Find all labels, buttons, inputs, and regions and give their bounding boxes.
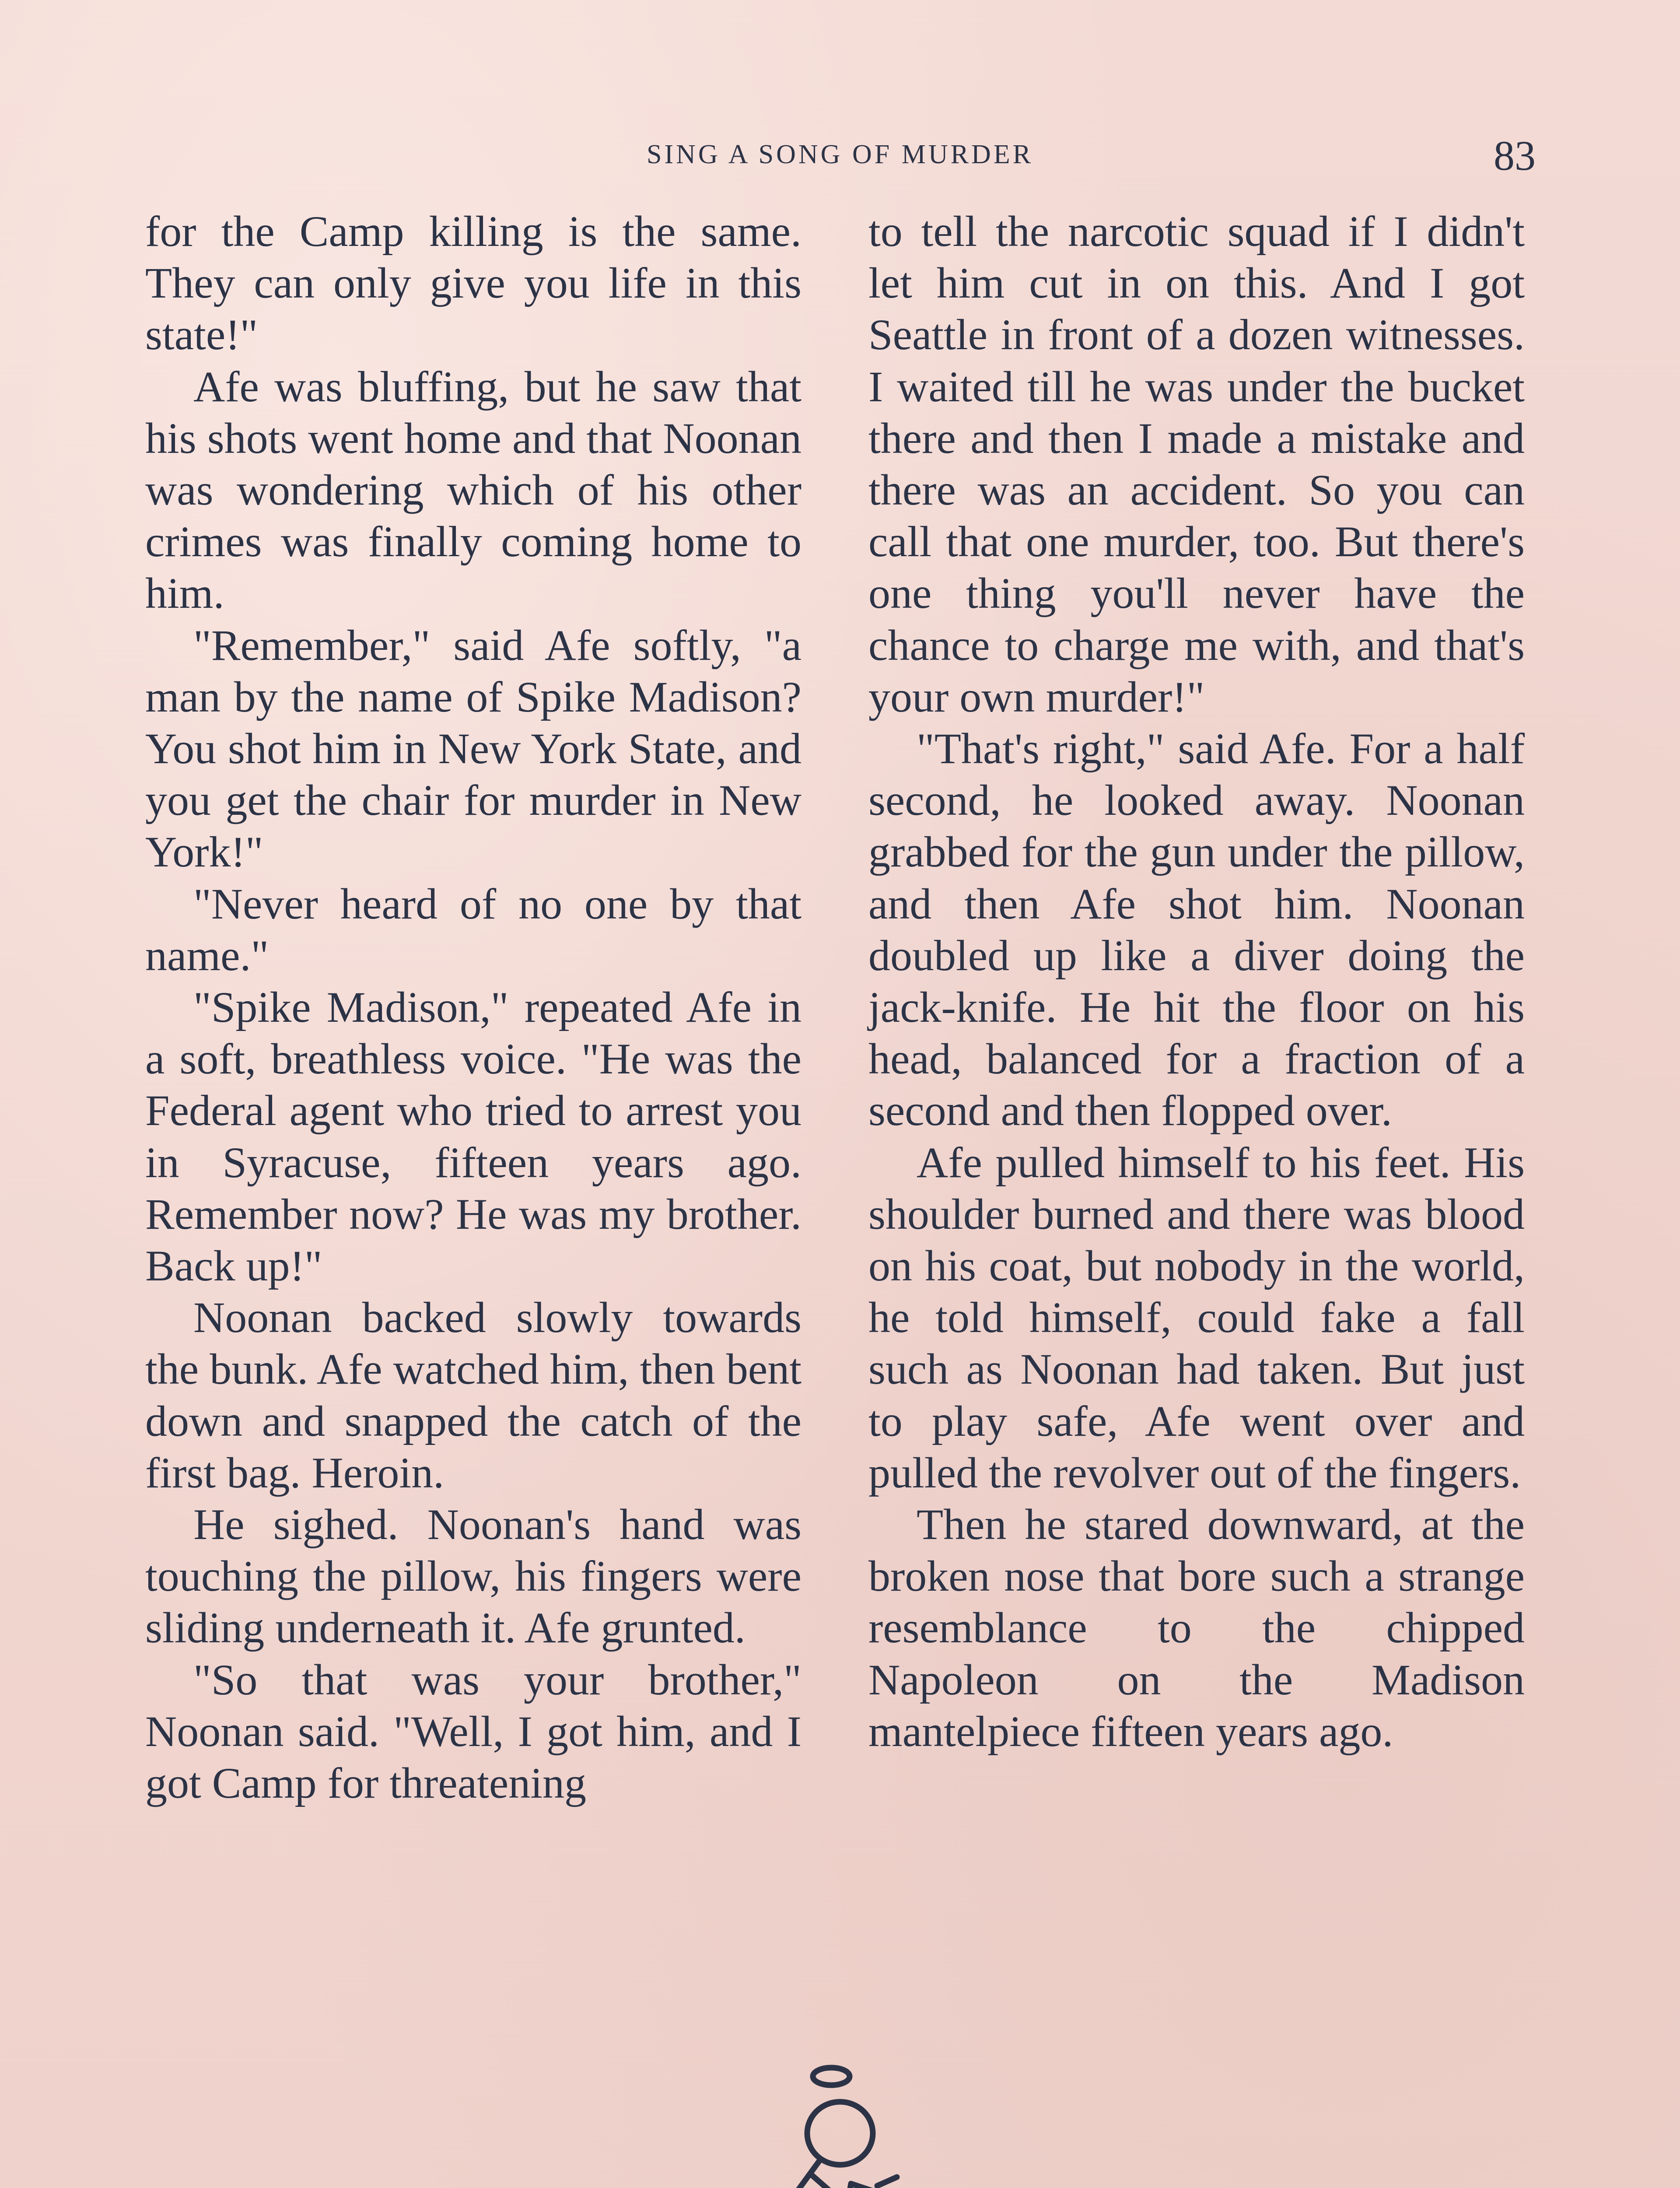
paragraph: for the Camp killing is the same. They can only give you life in this state!" <box>145 207 802 359</box>
text-column-left <box>145 206 802 1809</box>
paragraph: "Remember," said Afe softly, "a man by the name of Spike Madison? You shot him in New York State, and you get the chair for murder in New York!" <box>145 621 802 877</box>
paragraph: "So that was your brother," Noonan said. "Well, I got him, and I got Camp for threatening <box>145 1655 802 1808</box>
page-number: 83 <box>1494 132 1536 179</box>
paragraph: "That's right," said Afe. For a half second, he looked away. Noonan grabbed for the gun under the pillow, and then Afe shot him. Noonan doubled up like a diver doing the jack-knife. He hit the floor on his head, balanced for a fraction of a second and then flopped over. <box>868 724 1525 1135</box>
paragraph: "Spike Madison," repeated Afe in a soft, breathless voice. "He was the Federal agent who tried to arrest you in Syracuse, fifteen years ago. Remember now? He was my brother. Back up!" <box>145 983 802 1290</box>
paragraph: He sighed. Noonan's hand was touching the pillow, his fingers were sliding underneath it. Afe grunted. <box>145 1500 802 1652</box>
text-column-right <box>868 206 1525 1757</box>
paragraph: Then he stared downward, at the broken nose that bore such a strange resemblance to the chipped Napoleon on the Madison mantelpiece fifteen years ago. <box>868 1500 1525 1756</box>
paragraph: Noonan backed slowly towards the bunk. Afe watched him, then bent down and snapped the catch of the first bag. Heroin. <box>145 1293 802 1497</box>
paragraph: "Never heard of no one by that name." <box>145 879 802 980</box>
paragraph: Afe was bluffing, but he saw that his shots went home and that Noonan was wondering which of his other crimes was finally coming home to him. <box>145 362 802 618</box>
running-head-title: SING A SONG OF MURDER <box>647 140 1033 169</box>
paragraph: Afe pulled himself to his feet. His shoulder burned and there was blood on his coat, but nobody in the world, he told himself, could fake a fall such as Noonan had taken. But just to play safe, Afe went over and pulled the revolver out of the fingers. <box>868 1138 1525 1497</box>
paragraph: to tell the narcotic squad if I didn't let him cut in on this. And I got Seattle in front of a dozen witnesses. I waited till he was under the bucket there and then I made a mistake and there was an accident. So you can call that one murder, too. But there's one thing you'll never have the chance to charge me with, and that's your own murder!" <box>868 207 1525 721</box>
haloed-stick-figure-icon <box>746 2052 938 2188</box>
